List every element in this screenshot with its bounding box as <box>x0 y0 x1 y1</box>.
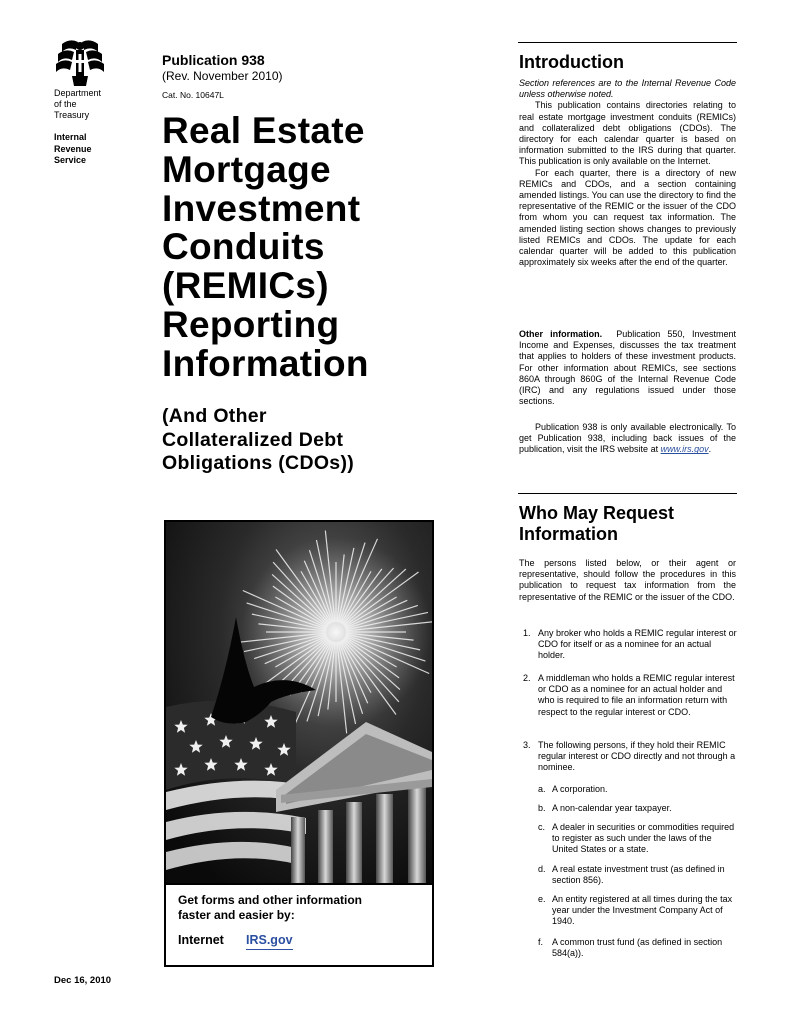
item-text: A non-calendar year taxpayer. <box>552 803 672 813</box>
item-letter: f. <box>538 937 544 947</box>
item-text: Any broker who holds a REMIC regular interest or CDO for itself or as a nominee for an actual holder. <box>538 628 737 661</box>
item-number: 2. <box>523 673 531 683</box>
item-text: A corporation. <box>552 784 608 794</box>
item-text: A real estate investment trust (as defined in section 856). <box>552 864 725 886</box>
who-intro <box>519 558 736 603</box>
get-forms-text <box>178 893 362 923</box>
who-may-request-heading <box>519 503 674 545</box>
title-line: (REMICs) <box>162 265 329 307</box>
internet-label: Internet <box>178 933 224 947</box>
agency-line: Internal <box>54 132 87 142</box>
item-letter: b. <box>538 803 546 813</box>
item-letter: d. <box>538 864 546 874</box>
document-title <box>162 112 369 384</box>
subtitle-line: Obligations (CDOs)) <box>162 452 355 474</box>
irs-gov-link[interactable]: IRS.gov <box>246 933 293 950</box>
title-line: Investment <box>162 187 361 229</box>
item-number: 3. <box>523 740 531 750</box>
other-information-label: Other information. <box>519 329 603 339</box>
irs-logo-icon <box>52 36 108 90</box>
get-forms-line: Get forms and other information <box>178 893 363 907</box>
other-information-text: Publication 550, Investment Income and Expenses, discusses the tax treatment that applies to holders of these investment products. For other information about REMICs, see sections 860A through 860G of the Internal Revenue Code (IRC) and any regulations issued under those sections. <box>519 329 736 407</box>
section-rule <box>518 493 737 494</box>
section-reference-note: Section references are to the Internal Revenue Code unless otherwise noted. <box>519 78 736 100</box>
publication-date: Dec 16, 2010 <box>54 975 112 986</box>
catalog-number: Cat. No. 10647L <box>162 90 224 100</box>
department-line: Treasury <box>54 110 90 120</box>
revision-date: (Rev. November 2010) <box>162 69 283 83</box>
other-information <box>519 329 736 407</box>
who-intro-text: The persons listed below, or their agent or representative, should follow the procedures in this publication to request tax information from the representative of the REMIC or the issuer of the CDO. <box>519 558 736 602</box>
agency-line: Service <box>54 155 87 165</box>
agency-name <box>54 132 92 167</box>
introduction-heading: Introduction <box>519 52 624 72</box>
cover-image <box>164 520 434 885</box>
item-letter: e. <box>538 894 546 904</box>
department-line: Department <box>54 88 102 98</box>
item-number: 1. <box>523 628 531 638</box>
subtitle-line: (And Other <box>162 405 267 427</box>
subtitle-line: Collateralized Debt <box>162 428 344 451</box>
agency-line: Revenue <box>54 143 92 154</box>
title-line: Real Estate <box>162 110 365 151</box>
item-text: The following persons, if they hold their REMIC regular interest or CDO directly and not through a nominee. <box>538 740 736 773</box>
item-text: A middleman who holds a REMIC regular interest or CDO as a nominee for an actual holder and who is required to file an information return with respect to the regular interest or CDO. <box>538 673 735 717</box>
section-rule <box>518 42 737 43</box>
item-letter: a. <box>538 784 546 794</box>
item-text: A dealer in securities or commodities required to register as such under the laws of the United States or a state. <box>552 822 735 855</box>
publication-number: Publication 938 <box>162 52 265 68</box>
title-line: Mortgage <box>162 148 331 190</box>
get-forms-box <box>164 885 434 967</box>
availability-paragraph <box>519 422 736 456</box>
title-line: Information <box>162 342 369 384</box>
document-subtitle <box>162 405 354 476</box>
title-line: Conduits <box>162 226 325 268</box>
intro-paragraph: This publication contains directories relating to real estate mortgage investment conduits (REMICs) and collateralized debt obligations (CDOs). The directory for each calendar quarter is based on information submitted to the IRS during that quarter. This publication is only available on the Internet. <box>519 100 736 167</box>
department-name <box>54 88 101 121</box>
period: . <box>708 444 712 455</box>
introduction-body <box>519 78 736 268</box>
intro-paragraph: For each quarter, there is a directory of new REMICs and CDOs, and a section containing amended listings. You can use the directory to find the representative of the REMIC or the issuer of the CDO from whom you can request tax information. The amended listing section shows changes to previously listed REMICs and CDOs. The update for each calendar quarter will be added to this publication approximately six weeks after the end of the quarter. <box>519 167 736 268</box>
requester-list <box>519 628 737 968</box>
heading-line: Who May Request <box>519 503 675 523</box>
item-letter: c. <box>538 822 546 832</box>
item-text: A common trust fund (as defined in section 584(a)). <box>552 937 723 959</box>
heading-line: Information <box>519 524 618 544</box>
availability-text: Publication 938 is only available electronically. To get Publication 938, including back issues of the publication, visit the IRS website at <box>519 422 736 455</box>
irs-website-link[interactable]: www.irs.gov <box>660 444 709 455</box>
title-line: Reporting <box>162 303 340 345</box>
department-line: of the <box>54 99 77 109</box>
item-text: An entity registered at all times during the tax year under the Investment Company Act of 1940. <box>552 894 733 927</box>
get-forms-line: faster and easier by: <box>178 908 295 922</box>
